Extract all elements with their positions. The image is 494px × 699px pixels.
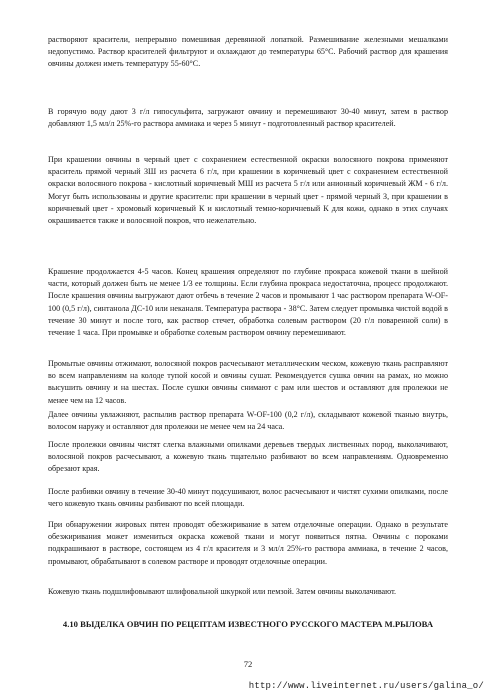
paragraph-moistening: Далее овчины увлажняют, распылив раствор препарата W-OF-100 (0,2 г/л), складывают кожевой тканью внутрь, волосом наружу и оставляют для пролежки не менее чем на 24 часа.	[48, 410, 448, 432]
section-heading: 4.10 ВЫДЕЛКА ОВЧИН ПО РЕЦЕПТАМ ИЗВЕСТНОГО РУССКОГО МАСТЕРА М.РЫЛОВА	[62, 619, 434, 629]
paragraph-degreasing: При обнаружении жировых пятен проводят обезжиривание в затем отделочные операции. Однако в результате обезжиривания может измениться окраска кожевой ткани и могут появиться пятна. Овчины с пороками подкрашивают в растворе, состоящем из 4 г/л красителя и 3 мл/л 25%-го раствора аммиака, в течение 2 часов, промывают, обрабатывают в солевом растворе и проводят отделочные операции.	[48, 520, 448, 566]
paragraph-sanding: Кожевую ткань подшлифовывают шлифовальной шкуркой или пемзой. Затем овчины выколачивают.	[48, 587, 397, 596]
paragraph-dye-preparation: растворяют красители, непрерывно помешивая деревянной лопаткой. Размешивание железными мешалками недопустимо. Раствор красителей фильтруют и охлаждают до температуры 65°С. Рабочий раствор для крашения овчины должен иметь температуру 55-60°С.	[48, 35, 448, 69]
paragraph-cleaning: После пролежки овчины чистят слегка влажными опилками деревьев твердых лиственных пород, выколачивают, волосяной покров расчесывают, а кожевую ткань тщательно разбивают во всем направлениям. Одновременно обрезают края.	[48, 440, 448, 474]
page-number: 72	[243, 659, 253, 669]
paragraph-dyeing-duration: Крашение продолжается 4-5 часов. Конец крашения определяют по глубине прокраса кожевой ткани в шейной части, который должен быть не менее 1/3 ее толщины. Если глубина прокраса недостаточна, процесс продолжают. После крашения овчины выгружают дают отбечь в течение 2 часов и промывают 1 час раствором препарата W-OF-100 (0,5 г/л), синтанола ДС-10 или неканаля. Температура раствора - 38°С. Затем следует промывка чистой водой в течение 30 минут и после того, как раствор стечет, обработка солевым раствором (20 г/л поваренной соли) в течение 1 часа. При промывке и обработке солевым раствором овчину перемешивают.	[48, 267, 448, 338]
watermark-url: http://www.liveinternet.ru/users/galina_o/	[248, 681, 484, 691]
paragraph-breaking: После разбивки овчину в течение 30-40 минут подсушивают, волос расчесывают и чистят сухими опилками, после чего кожевую ткань овчины разбивают по всей площади.	[48, 487, 448, 509]
paragraph-drying: Промытые овчины отжимают, волосяной покров расчесывают металлическим ческом, кожевую ткань расправляют во всем направлениям на колоде тупой косой и овчины сушат. Рекомендуется сушка овчин на рамах, но можно высушить овчину и на шестах. После сушки овчины снимают с рам или шестов и оставляют для пролежки не менее чем на 12 часов.	[48, 359, 448, 405]
paragraph-black-brown-dyes: При крашении овчины в черный цвет с сохранением естественной окраски волосяного покрова применяют краситель прямой черный ЗШ из расчета 6 г/л, при крашении в коричневый цвет с сохранением естественной окраски волосяного покрова - кислотный коричневый МШ из расчета 5 г/л или анионный коричневый ЖМ - 6 г/л. Могут быть использованы и другие красители: при крашении в черный цвет - прямой черный З, при крашении в коричневый цвет - хромовый коричневый К и кислотный темно-коричневый К для кожи, однако в этих случаях окрашивается также и волосяной покров, что нежелательно.	[48, 155, 448, 226]
paragraph-hyposulfite-bath: В горячую воду дают 3 г/л гипосульфита, загружают овчину и перемешивают 30-40 минут, затем в раствор добавляют 1,5 мл/л 25%-го раствора аммиака и через 5 минут - подготовленный раствор красителей.	[48, 107, 448, 129]
